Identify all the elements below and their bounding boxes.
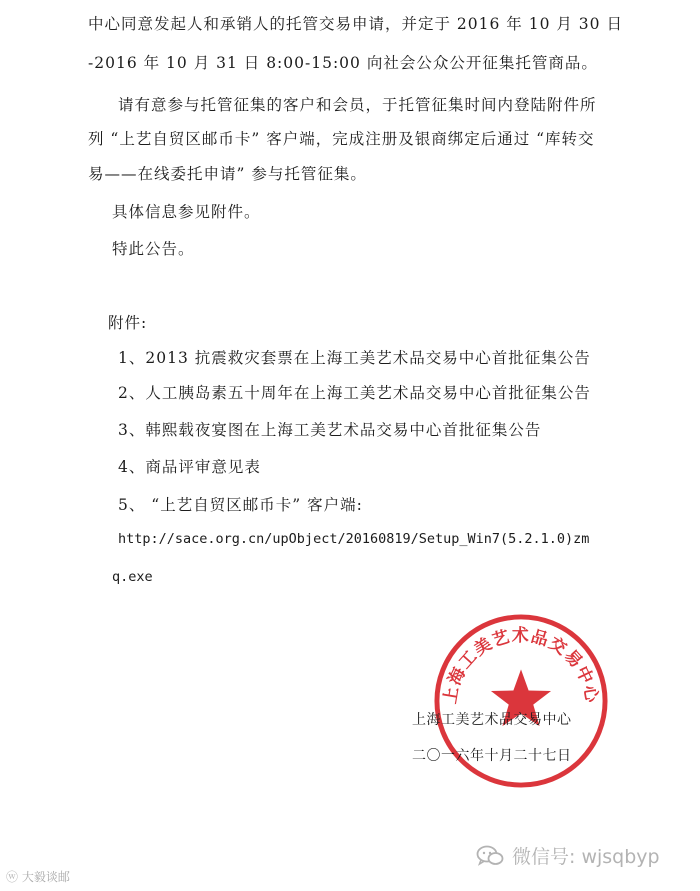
client-url-line-2: q.exe [112,569,153,585]
body-line-3: 请有意参与托管征集的客户和会员，于托管征集时间内登陆附件所 [118,96,597,114]
watermark-right-text: 微信号: wjsqbyp [512,846,660,868]
attachment-item-4: 4、商品评审意见表 [118,458,261,476]
seal-text: 上海工美艺术品交易中心 [439,625,603,706]
client-url-line-1: http://sace.org.cn/upObject/20160819/Setup_Win7(5.2.1.0)zm [118,531,590,547]
body-line-1: 中心同意发起人和承销人的托管交易申请，并定于 2016 年 10 月 30 日 [88,15,623,33]
body-line-2: -2016 年 10 月 31 日 8:00-15:00 向社会公众公开征集托管商品。 [88,54,598,72]
weibo-icon: ⓦ [6,870,19,884]
body-line-4: 列 “上艺自贸区邮币卡” 客户端，完成注册及银商绑定后通过 “库转交 [88,130,595,148]
attachment-item-2: 2、人工胰岛素五十周年在上海工美艺术品交易中心首批征集公告 [118,384,591,402]
attachment-item-1: 1、2013 抗震救灾套票在上海工美艺术品交易中心首批征集公告 [118,349,591,367]
body-line-5: 易——在线委托申请” 参与托管征集。 [88,165,367,183]
watermark-left-text: 大毅谈邮 [21,870,70,884]
watermark-left [6,868,70,885]
attachment-item-5: 5、 “上艺自贸区邮币卡” 客户端: [118,496,363,514]
attachments-title: 附件: [108,314,148,332]
signature-date: 二〇一六年十月二十七日 [412,748,572,764]
watermark-right [476,842,660,869]
attachment-item-3: 3、韩熙载夜宴图在上海工美艺术品交易中心首批征集公告 [118,421,542,439]
body-line-7: 特此公告。 [112,240,195,258]
body-line-6: 具体信息参见附件。 [112,203,261,221]
signature-org: 上海工美艺术品交易中心 [412,712,572,728]
wechat-icon [476,844,504,868]
